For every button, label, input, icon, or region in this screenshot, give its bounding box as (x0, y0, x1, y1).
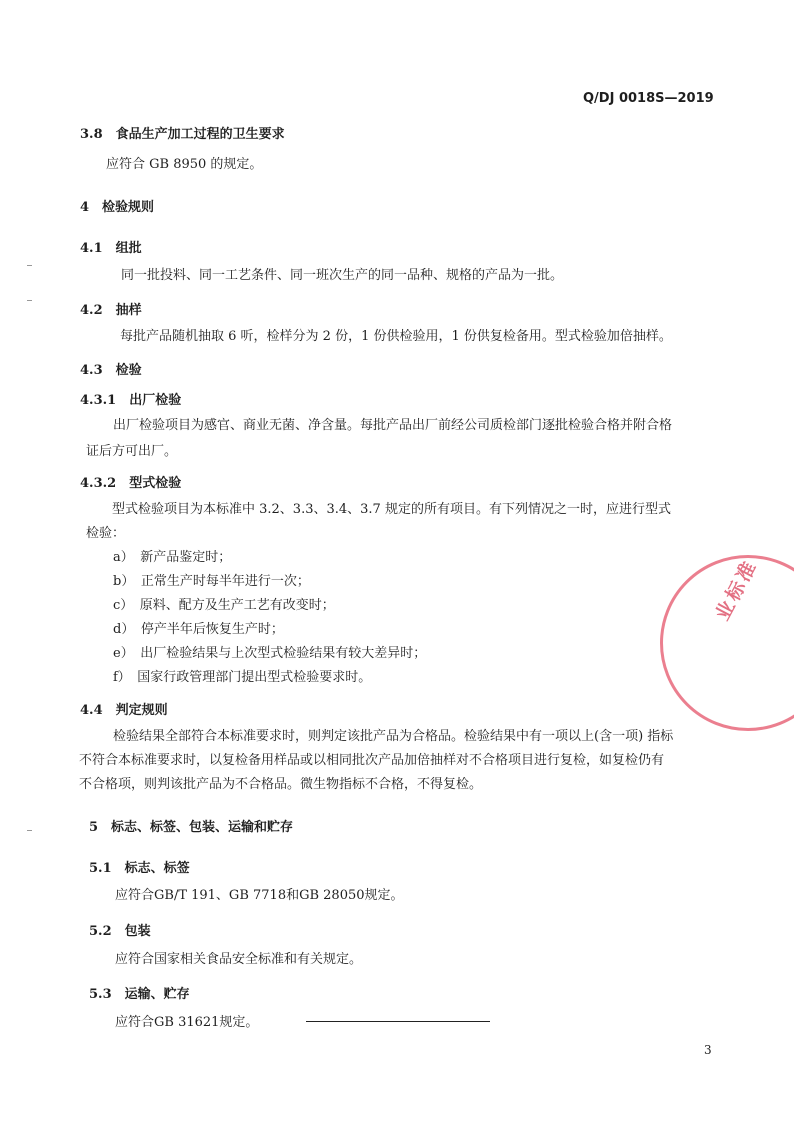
scan-mark (27, 830, 32, 831)
section-5-1-title: 5.1 标志、标签 (89, 861, 190, 876)
section-5-3-text: 应符合GB 31621规定。 (115, 1015, 259, 1030)
section-4-2-title: 4.2 抽样 (80, 303, 142, 318)
section-4-3-1-title: 4.3.1 出厂检验 (80, 393, 182, 408)
section-4-3-title: 4.3 检验 (80, 363, 142, 378)
section-4-2-text: 每批产品随机抽取 6 听，检样分为 2 份，1 份供检验用，1 份供复检备用。型式检验加倍抽样。 (120, 329, 672, 344)
standard-code: Q/DJ 0018S—2019 (583, 91, 714, 106)
section-5-title: 5 标志、标签、包装、运输和贮存 (89, 820, 294, 835)
section-4-4-line3: 不合格项，则判该批产品为不合格品。微生物指标不合格，不得复检。 (79, 777, 483, 792)
section-4-3-1-line1: 出厂检验项目为感官、商业无菌、净含量。每批产品出厂前经公司质检部门逐批检验合格并附合格 (113, 418, 673, 433)
list-item: a） 新产品鉴定时； (113, 550, 232, 565)
section-4-4-title: 4.4 判定规则 (80, 703, 168, 718)
section-5-3-title: 5.3 运输、贮存 (89, 987, 190, 1002)
list-item: f） 国家行政管理部门提出型式检验要求时。 (113, 670, 372, 685)
list-item: e） 出厂检验结果与上次型式检验结果有较大差异时； (113, 646, 427, 661)
section-4-3-2-title: 4.3.2 型式检验 (80, 476, 182, 491)
section-4-3-2-line2: 检验： (86, 526, 126, 541)
section-3-8-text: 应符合 GB 8950 的规定。 (106, 157, 263, 172)
section-5-2-title: 5.2 包装 (89, 924, 151, 939)
footer-divider (306, 1021, 490, 1022)
list-item: c） 原料、配方及生产工艺有改变时； (113, 598, 335, 613)
section-4-3-2-line1: 型式检验项目为本标准中 3.2、3.3、3.4、3.7 规定的所有项目。有下列情况之一时，应进行型式 (112, 502, 671, 517)
section-3-8-title: 3.8 食品生产加工过程的卫生要求 (80, 127, 285, 142)
section-4-1-title: 4.1 组批 (80, 241, 142, 256)
section-4-3-1-line2: 证后方可出厂。 (86, 444, 178, 459)
page-number: 3 (704, 1043, 712, 1057)
section-4-title: 4 检验规则 (80, 200, 155, 215)
section-5-2-text: 应符合国家相关食品安全标准和有关规定。 (115, 952, 363, 967)
scan-mark (27, 265, 32, 266)
scan-mark (27, 300, 32, 301)
section-5-1-text: 应符合GB/T 191、GB 7718和GB 28050规定。 (115, 888, 404, 903)
section-4-4-line1: 检验结果全部符合本标准要求时，则判定该批产品为合格品。检验结果中有一项以上(含一项) 指标 (113, 729, 674, 744)
section-4-1-text: 同一批投料、同一工艺条件、同一班次生产的同一品种、规格的产品为一批。 (121, 268, 564, 283)
list-item: b） 正常生产时每半年进行一次； (113, 574, 310, 589)
list-item: d） 停产半年后恢复生产时； (113, 622, 284, 637)
section-4-4-line2: 不符合本标准要求时，以复检备用样品或以相同批次产品加倍抽样对不合格项目进行复检，如复检仍有 (79, 753, 665, 768)
company-seal-text: 业标准 (711, 555, 762, 625)
